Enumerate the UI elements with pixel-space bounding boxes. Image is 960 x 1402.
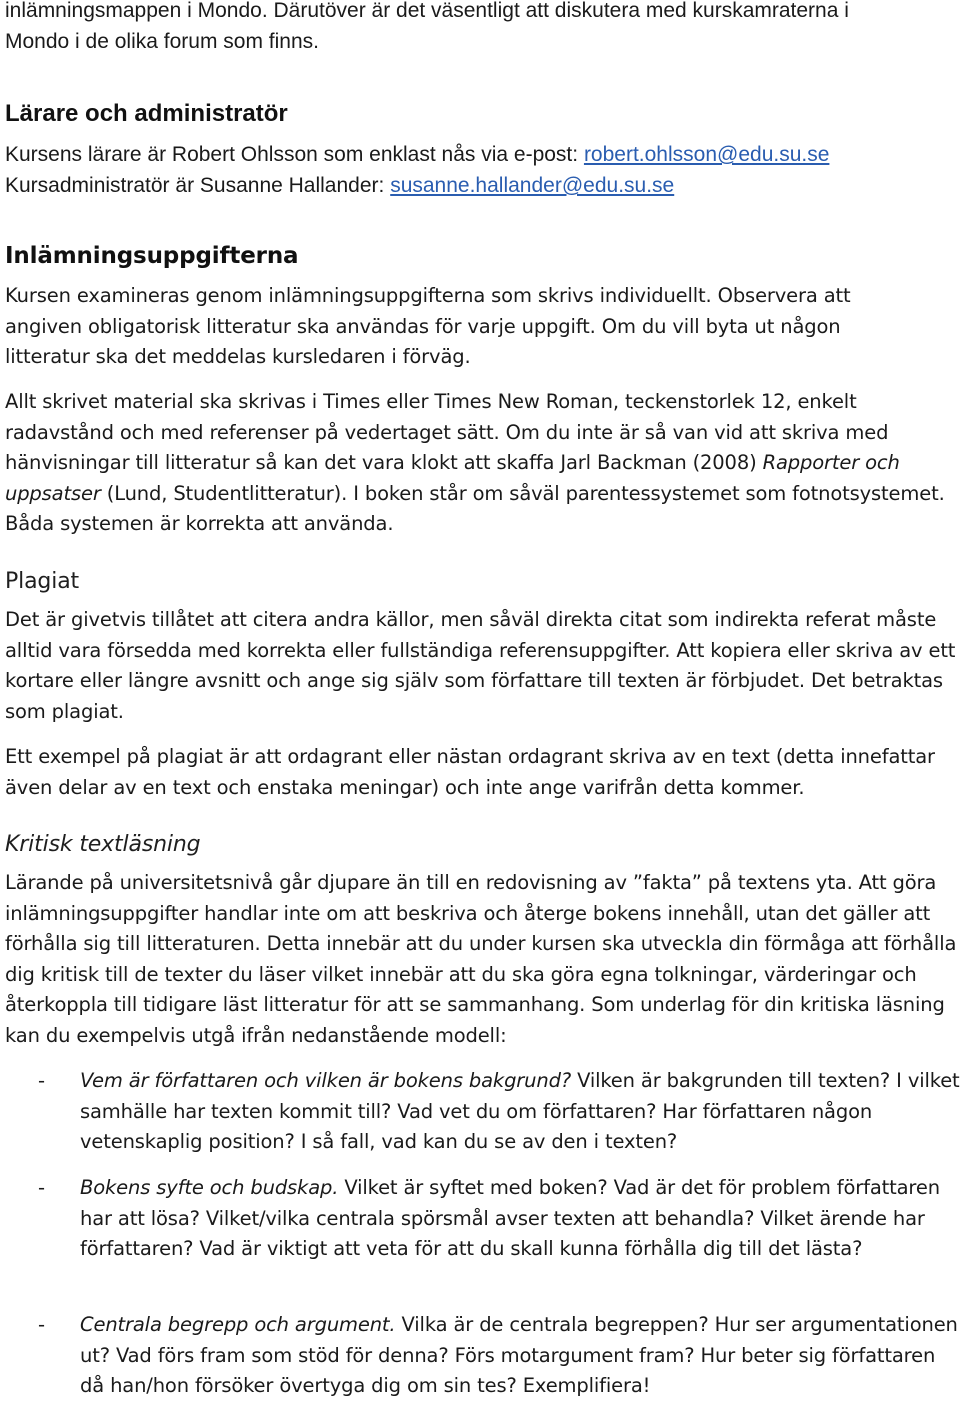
intro-line: Mondo i de olika forum som finns.: [5, 30, 319, 53]
list-dash: -: [38, 1069, 45, 1092]
list-item-text: Vilka är de centrala begreppen? Hur ser argumentationen ut? Vad förs fram som stöd för denna? Förs motargument fram? Hur beter sig författaren då han/hon försöker övertyga dig om sin tes? Exemplifiera!: [80, 1313, 958, 1398]
assignments-paragraph: [5, 387, 960, 540]
list-item: [5, 1173, 960, 1265]
list-item-text: Vilken är bakgrunden till texten? I vilket samhälle har texten kommit till? Vad vet du om författaren? Har författaren någon vetenskaplig position? I så fall, vad kan du se av den i texten?: [80, 1069, 960, 1154]
critical-paragraph: Lärande på universitetsnivå går djupare än till en redovisning av ”fakta” på textens yta. Att göra inlämningsuppgifter handlar inte om att beskriva och återge bokens innehåll, utan det gäller att förhålla sig till litteraturen. Detta innebär att du under kursen ska utveckla din förmåga att förhålla dig kritisk till de texter du läser vilket innebär att du ska göra egna tolkningar, värderingar och återkoppla till tidigare läst litteratur för att se sammanhang. Som underlag för din kritiska läsning kan du exempelvis utgå ifrån nedanstående modell:: [5, 871, 957, 1047]
admin-line: [5, 170, 674, 201]
intro-line: inlämningsmappen i Mondo. Därutöver är det väsentligt att diskutera med kurskamraterna i: [5, 0, 849, 22]
list-dash: -: [38, 1176, 45, 1199]
section-heading-plagiarism: Plagiat: [5, 569, 79, 594]
admin-text: Kursadministratör är Susanne Hallander:: [5, 174, 391, 197]
list-item-lead: Vem är författaren och vilken är bokens bakgrund?: [80, 1069, 572, 1092]
teacher-line: [5, 139, 829, 170]
section-heading-critical: Kritisk textläsning: [5, 832, 201, 857]
list-dash: -: [38, 1313, 45, 1336]
teacher-email-link[interactable]: robert.ohlsson@edu.su.se: [583, 143, 830, 166]
plagiarism-paragraph: Det är givetvis tillåtet att citera andra källor, men såväl direkta citat som indirekta referat måste alltid vara försedda med korrekta eller fullständiga referensuppgifter. Att kopiera eller skriva av ett kortare eller längre avsnitt och ange sig själv som författare till texten är förbjudet. Det betraktas som plagiat.: [5, 608, 956, 723]
plagiarism-paragraph: Ett exempel på plagiat är att ordagrant eller nästan ordagrant skriva av en text (detta innefattar även delar av en text och enstaka meningar) och inte ange varifrån detta kommer.: [5, 745, 935, 799]
teacher-text: Kursens lärare är Robert Ohlsson som enklast nås via e-post:: [5, 143, 584, 166]
assignments-text: Allt skrivet material ska skrivas i Times eller Times New Roman, teckenstorlek 12, enkelt radavstånd och med referenser på vedertaget sätt. Om du inte är så van vid att skriva med hänvisningar till litteratur så kan det vara klokt att skaffa Jarl Backman (2008): [5, 390, 889, 475]
section-heading-teachers: Lärare och administratör: [5, 100, 288, 127]
list-item-lead: Centrala begrepp och argument.: [80, 1313, 396, 1336]
list-item: [5, 1310, 960, 1402]
admin-email-link[interactable]: susanne.hallander@edu.su.se: [390, 174, 675, 197]
assignments-paragraph: Kursen examineras genom inlämningsuppgifterna som skrivs individuellt. Observera att angiven obligatorisk litteratur ska användas för varje uppgift. Om du vill byta ut någon litteratur ska det meddelas kursledaren i förväg.: [5, 284, 851, 369]
list-item-lead: Bokens syfte och budskap.: [80, 1176, 339, 1199]
section-heading-assignments: Inlämningsuppgifterna: [5, 243, 299, 269]
assignments-text: (Lund, Studentlitteratur). I boken står om såväl parentessystemet som fotnotsystemet. Båda systemen är korrekta att använda.: [5, 481, 945, 536]
list-item-text: Vilket är syftet med boken? Vad är det för problem författaren har att lösa? Vilket/vilka centrala spörsmål avser texten att behandla? Vilket ärende har författaren? Vad är viktigt att veta för att du skall kunna förhålla dig till det lästa?: [80, 1176, 940, 1261]
list-item: [5, 1066, 960, 1158]
book-title: Rapporter och uppsatser: [5, 451, 900, 505]
